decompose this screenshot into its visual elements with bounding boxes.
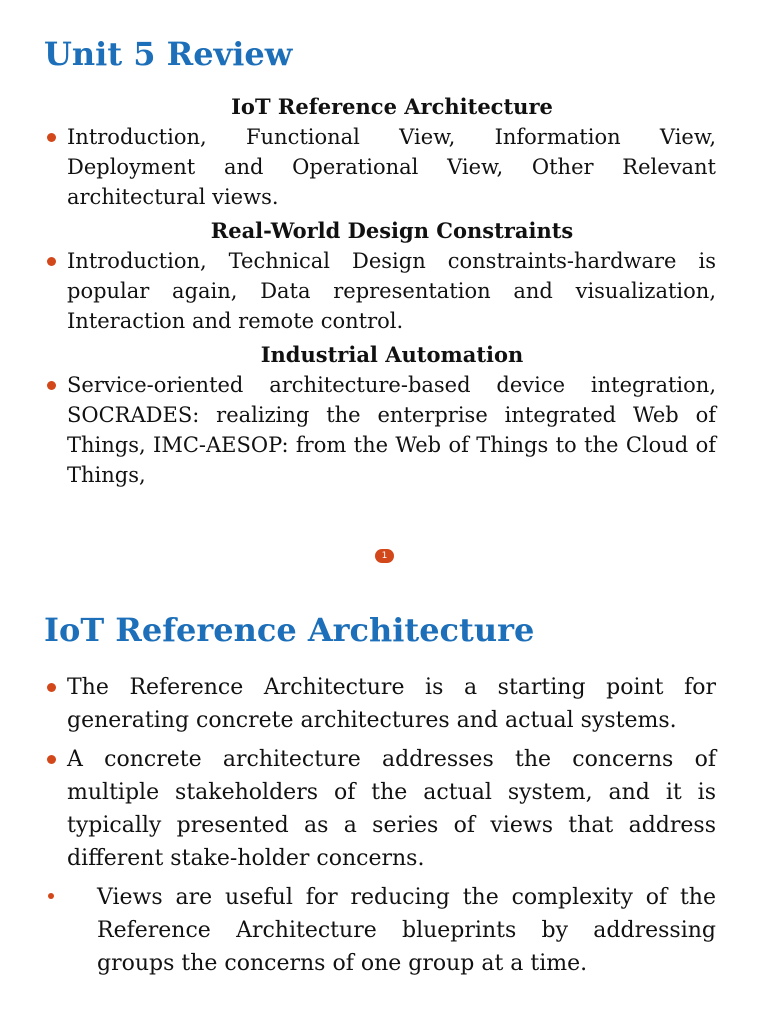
section-heading: Real-World Design Constraints [210, 218, 574, 243]
slide-content [46, 671, 716, 986]
bullet-icon [47, 381, 56, 390]
section-heading: IoT Reference Architecture [231, 94, 553, 119]
bullet-item [46, 881, 716, 980]
bullet-text: Introduction, Technical Design constraints-hardware is popular again, Data representation and visualization, Interaction and remote control. [67, 249, 716, 333]
bullet-icon [47, 257, 56, 266]
slide-title: IoT Reference Architecture [44, 611, 535, 649]
page-number-badge: 1 [375, 549, 394, 563]
bullet-text: Service-oriented architecture-based device integration, SOCRADES: realizing the enterprise integrated Web of Things, IMC-AESOP: from the Web of Things to the Cloud of Things, [67, 373, 716, 487]
bullet-text: Views are useful for reducing the complexity of the Reference Architecture blueprints by addressing groups the concerns of one group at a time. [97, 885, 716, 976]
bullet-icon [48, 893, 54, 899]
slide-title: Unit 5 Review [44, 35, 293, 73]
bullet-item [46, 370, 716, 490]
bullet-icon [47, 755, 56, 764]
bullet-item [46, 122, 716, 212]
slide-iot-reference-architecture [0, 580, 768, 1024]
bullet-item [46, 671, 716, 737]
bullet-text: The Reference Architecture is a starting point for generating concrete architectures and actual systems. [67, 675, 716, 733]
bullet-item [46, 246, 716, 336]
bullet-icon [47, 683, 56, 692]
section-heading: Industrial Automation [260, 342, 524, 367]
slide-content [46, 92, 716, 494]
bullet-text: A concrete architecture addresses the concerns of multiple stakeholders of the actual system, and it is typically presented as a series of views that address different stake-holder concerns. [67, 747, 716, 871]
bullet-text: Introduction, Functional View, Information View, Deployment and Operational View, Other Relevant architectural views. [67, 125, 716, 209]
bullet-icon [47, 133, 56, 142]
bullet-item [46, 743, 716, 875]
